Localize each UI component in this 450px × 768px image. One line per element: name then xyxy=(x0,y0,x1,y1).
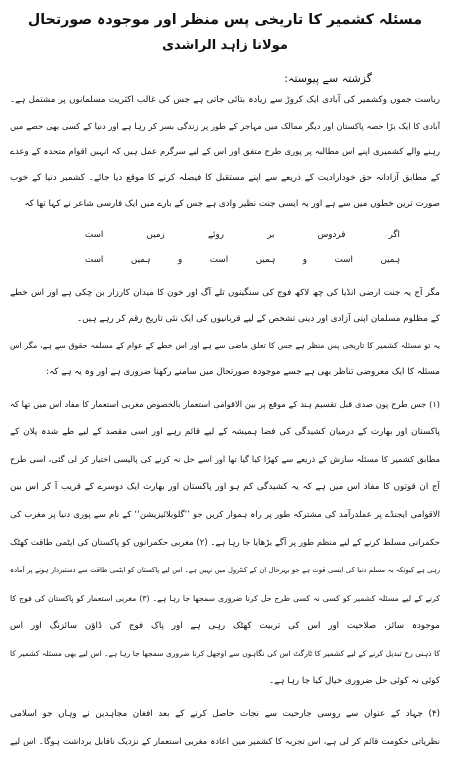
text-line: نظریاتی حکومت قائم کر لی ہے، اس تجربہ کا کشمیر میں اعادہ مغربی استعمار کے نزدیک ناقابل برداشت ہوگا۔ اس لیے xyxy=(10,736,440,747)
text-line: (۱) جس طرح پون صدی قبل تقسیم ہند کے موقع پر بین الاقوامی استعمار بالخصوص مغربی استعمار کا مفاد اس میں تھا کہ xyxy=(10,399,440,409)
text-line: صورت ترین خطوں میں سے ہے اور یہ ایسی جنت نظیر وادی ہے جس کے بارے میں ایک فارسی شاعر نے کہا تھا کہ xyxy=(24,199,440,209)
paragraph xyxy=(10,391,440,696)
paragraph xyxy=(10,700,440,756)
text-line: مطابق کشمیر کا مسئلہ سازش کے ذریعے سے کھڑا کیا گیا تھا اور اسے حل نہ کرنے کی پالیسی اختیار کر لی گئی، اسی طرح xyxy=(10,454,440,465)
article-body xyxy=(0,87,450,756)
paragraph xyxy=(10,333,440,385)
text-line: کا ذہنی رخ تبدیل کرنے کے لیے کشمیر کا ٹارگٹ اس کی نگاہوں سے اوجھل کرنا ضروری سمجھا جا رہا ہے۔ اس لیے بھی مسئلہ کشمیر کا xyxy=(10,649,440,659)
text-line: مسئلہ کا ایک معروضی تناظر بھی ہے جسے موجودہ صورتحال میں سامنے رکھنا ضروری ہے اور وہ یہ ہے کہ: xyxy=(46,367,440,377)
text-line: رہی ہے کیونکہ یہ مسلم دنیا کی ایسی قوت ہے جو بہرحال ان کے کنٹرول میں نہیں ہے۔ اس لیے پاکستان کو ایٹمی طاقت سے دستبردار ہونے پر آمادہ xyxy=(10,566,440,575)
text-line: الاقوامی ایجنڈے پر عملدرآمد کی مشترکہ طور پر راہ ہموار کریں جو ’’گلوبلائیزیشن‘‘ کے نام سے پوری دنیا پر مغرب کی xyxy=(10,509,440,520)
continued-label: گزشتہ سے پیوستہ: xyxy=(284,72,372,85)
text-line: یہ تو مسئلہ کشمیر کا تاریخی پس منظر ہے جس کا تعلق ماضی سے ہے اور اس خطے کے عوام کے مسلمہ حقوق سے ہے، مگر اس xyxy=(10,341,440,350)
text-line: (۴) جہاد کے عنوان سے روسی جارحیت سے نجات حاصل کرنے کے بعد افغان مجاہدین نے وہاں جو اسلامی xyxy=(10,708,440,719)
text-line: کوئی نہ کوئی حل ضروری خیال کیا جا رہا ہے۔ xyxy=(268,676,440,687)
text-line: رہنے والے کشمیری اپنے اس مطالبہ پر پوری طرح متفق اور اس کے لیے سرگرم عمل ہیں کہ انہیں اقوام متحدہ کے وعدے xyxy=(10,147,440,157)
text-line: حکمرانی مسلط کرنے کے لیے منظم طور پر آگے بڑھایا جا رہا ہے۔ (۲) مغربی حکمرانوں کو پاکستان کی ایٹمی طاقت کھٹک xyxy=(10,537,440,548)
text-line: آج ان قوتوں کا مفاد اس میں ہے کہ یہ کشیدگی کم ہو اور پاکستان اور بھارت ایک دوسرے کے قریب آ کر اس بین xyxy=(10,482,440,493)
text-line: ریاست جموں وکشمیر کی آبادی ایک کروڑ سے زیادہ بتائی جاتی ہے جس کی غالب اکثریت مسلمانوں پر مشتمل ہے۔ xyxy=(10,95,440,105)
article-title: مسئلہ کشمیر کا تاریخی پس منظر اور موجودہ صورتحال xyxy=(27,12,423,28)
verse-line: اگر فردوس بر روئے زمیں است xyxy=(85,230,400,240)
paragraph xyxy=(10,280,440,332)
text-line: موجودہ سائز، صلاحیت اور اس کی تربیت کھٹک رہی ہے اور پاک فوج کی ڈاؤن سائزنگ اور اس xyxy=(10,620,440,631)
text-line: آبادی کا ایک بڑا حصہ پاکستان اور دیگر ممالک میں مہاجر کے طور پر زندگی بسر کر رہا ہے اور دنیا کے کسی بھی حصے میں xyxy=(10,121,440,131)
paragraph xyxy=(10,87,440,217)
text-line: کے مطابق آزادانہ حق خودارادیت کے ذریعے سے اپنے مستقبل کا فیصلہ کرنے کا موقع دیا جائے۔ کشمیر دنیا کے خوب xyxy=(10,173,440,183)
verse-couplet xyxy=(85,223,400,273)
verse-line: ہمیں است و ہمیں است و ہمیں است xyxy=(85,255,400,265)
text-line: کے مظلوم مسلمان اپنی آزادی اور دینی تشخص کے لیے قربانیوں کی ایک نئی تاریخ رقم کر رہے ہیں۔ xyxy=(76,314,440,324)
text-line: پاکستان اور بھارت کے درمیان کشیدگی کی فضا ہمیشہ کے لیے قائم رہے اور اسی مقصد کے لیے طے شدہ پلان کے xyxy=(10,426,440,437)
text-line: مگر آج یہ جنت ارضی انڈیا کی چھ لاکھ فوج کی سنگینوں تلے آگ اور خون کا میدان کارزار بن چکی ہے اور اس خطے xyxy=(10,288,440,298)
text-line: کرنے کے لیے مسئلہ کشمیر کو کسی نہ کسی طرح حل کرنا ضروری سمجھا جا رہا ہے۔ (۳) مغربی استعمار کو پاکستان کی فوج کا xyxy=(10,593,440,603)
article-header xyxy=(0,0,450,87)
author-name: مولانا زاہد الراشدی xyxy=(162,38,288,53)
